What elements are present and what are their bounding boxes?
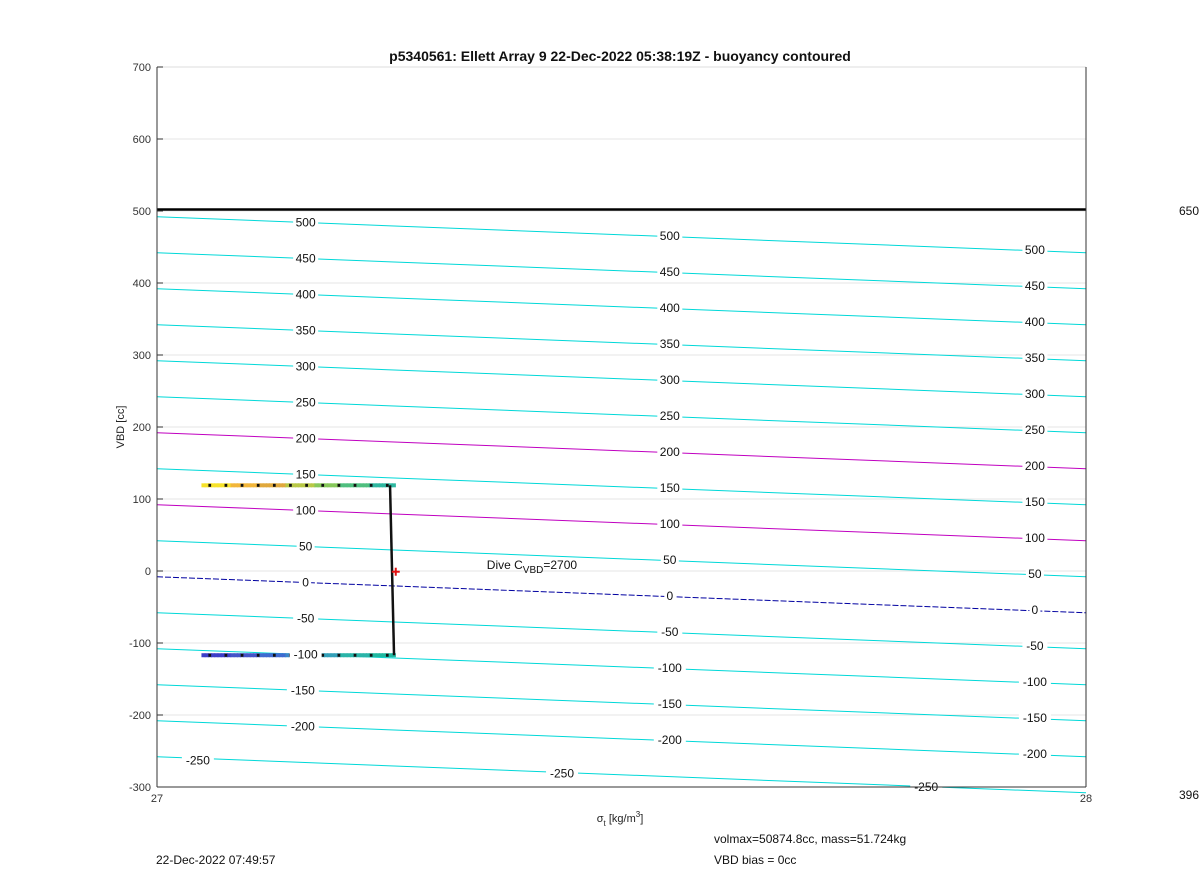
contour-label: -200 <box>1022 746 1047 761</box>
contour-label: 400 <box>295 287 316 302</box>
vbd-min-label: 396 <box>1179 788 1200 802</box>
x-tick-label: 28 <box>1079 793 1093 805</box>
contour-label: 0 <box>1031 602 1039 617</box>
contour-label: 50 <box>1028 566 1042 581</box>
x-axis-label-sup: 3 <box>635 810 641 819</box>
contour-label: 500 <box>295 215 316 230</box>
contour-label: -50 <box>1026 638 1044 653</box>
contour-label: 250 <box>1024 422 1045 437</box>
dive-track-lower-point-pump <box>257 654 260 657</box>
dive-track-lower-point-pump <box>354 654 357 657</box>
contour-label: -150 <box>1022 710 1047 725</box>
contour-label: 500 <box>1024 242 1045 257</box>
dive-track-upper-point-pump <box>354 484 357 487</box>
contour-label: 350 <box>295 323 316 338</box>
x-axis-label-sub: t <box>603 819 606 828</box>
contour-label: -150 <box>290 683 315 698</box>
dive-track-upper-point-pump <box>225 484 228 487</box>
dive-track-upper-point-pump <box>208 484 211 487</box>
contour-label: -100 <box>293 647 318 662</box>
dive-track-vertical <box>390 485 394 655</box>
dive-track-lower-point-pump <box>273 654 276 657</box>
contour-label: 300 <box>1024 386 1045 401</box>
contour-label: 250 <box>659 409 680 424</box>
dive-track-upper-point-pump <box>305 484 308 487</box>
y-tick-label: 400 <box>132 278 151 290</box>
contour-label: -200 <box>290 719 315 734</box>
contour-label: 300 <box>295 359 316 374</box>
axes <box>129 62 1092 805</box>
contour-label: -100 <box>657 661 682 676</box>
contour-label: 100 <box>295 503 316 518</box>
dive-track-lower-point-pump <box>370 654 373 657</box>
dive-track-lower-point-pump <box>241 654 244 657</box>
contour-label: 150 <box>295 467 316 482</box>
dive-cvbd-annotation: Dive $C_{VBD}=2700$ <box>486 557 578 576</box>
dive-track-lower-point-pump <box>321 654 324 657</box>
contour-label: -100 <box>1022 674 1047 689</box>
contour-label: 0 <box>302 575 309 590</box>
y-axis-label: VBD [cc] <box>115 405 127 449</box>
dive-track-lower-point-pump <box>338 654 341 657</box>
dive-track-upper-point-pump <box>257 484 260 487</box>
contour-label: 250 <box>295 395 316 410</box>
contour-label: -250 <box>914 780 939 794</box>
contour-label: 200 <box>659 445 680 460</box>
contour-label: -150 <box>657 697 682 712</box>
x-axis-label-close: ] <box>640 813 644 825</box>
contour-label: -50 <box>296 611 315 626</box>
contour-label: -50 <box>661 625 679 640</box>
footer-timestamp: 22-Dec-2022 07:49:57 <box>156 853 276 867</box>
x-tick-label: 27 <box>150 793 164 805</box>
y-tick-label: 200 <box>132 422 151 434</box>
y-tick-label: -100 <box>128 638 151 650</box>
contour-label: -250 <box>550 766 575 781</box>
dive-track-lower-point-pump <box>386 654 389 657</box>
contour-label: 400 <box>1024 314 1045 329</box>
contour-label: -250 <box>185 753 210 768</box>
dive-track-upper-point-pump <box>370 484 373 487</box>
contour-label: 100 <box>659 517 680 532</box>
contour-label: 450 <box>1024 278 1045 293</box>
contour-label: 50 <box>663 553 677 568</box>
footer-vbd-bias: VBD bias = 0cc <box>714 853 797 867</box>
contour-label: 450 <box>295 251 316 266</box>
y-tick-label: -200 <box>128 710 151 722</box>
contour-label: 150 <box>1024 494 1045 509</box>
contour-label: -200 <box>657 733 682 748</box>
annotations <box>392 558 578 576</box>
contour-label: 0 <box>666 589 674 604</box>
contour-label: 300 <box>659 373 680 388</box>
dive-track-upper-point-pump <box>321 484 324 487</box>
footer-volmax: volmax=50874.8cc, mass=51.724kg <box>714 832 907 846</box>
contour-label: 450 <box>659 265 680 280</box>
vbd-max-label: 650 <box>1179 204 1200 218</box>
contour-line <box>157 577 1086 613</box>
y-tick-label: -300 <box>128 782 151 794</box>
y-tick-label: 700 <box>132 62 151 74</box>
contour-label: 100 <box>1024 530 1045 545</box>
y-tick-label: 100 <box>132 494 151 506</box>
dive-track-upper-point-pump <box>241 484 244 487</box>
contour-label: 500 <box>659 229 680 244</box>
x-axis-label <box>597 810 644 828</box>
contour-label: 150 <box>659 481 680 496</box>
contour-label: 200 <box>295 431 316 446</box>
contour-label: 50 <box>298 539 313 554</box>
contour-labels <box>182 215 1051 794</box>
y-tick-label: 300 <box>132 350 151 362</box>
y-tick-label: 500 <box>132 206 151 218</box>
dive-track-upper-point-pump <box>273 484 276 487</box>
dive-track-upper-point-pump <box>386 484 389 487</box>
y-tick-label: 0 <box>144 566 151 578</box>
chart-title: p5340561: Ellett Array 9 22-Dec-2022 05:38:19Z - buoyancy contoured <box>389 48 851 64</box>
contour-label: 350 <box>659 337 680 352</box>
contour-label: 400 <box>659 301 680 316</box>
dive-track-upper-point <box>392 483 396 487</box>
dive-track-lower-point-pump <box>208 654 211 657</box>
dive-track-lower-point-pump <box>225 654 228 657</box>
dive-track-upper-point-pump <box>338 484 341 487</box>
dive-track-upper-point-pump <box>289 484 292 487</box>
x-axis-label-symbol: σ <box>596 813 604 825</box>
contour-label: 200 <box>1024 458 1045 473</box>
contour-label: 350 <box>1024 350 1045 365</box>
x-axis-label-unit: [kg/m <box>605 813 636 825</box>
y-tick-label: 600 <box>132 134 151 146</box>
